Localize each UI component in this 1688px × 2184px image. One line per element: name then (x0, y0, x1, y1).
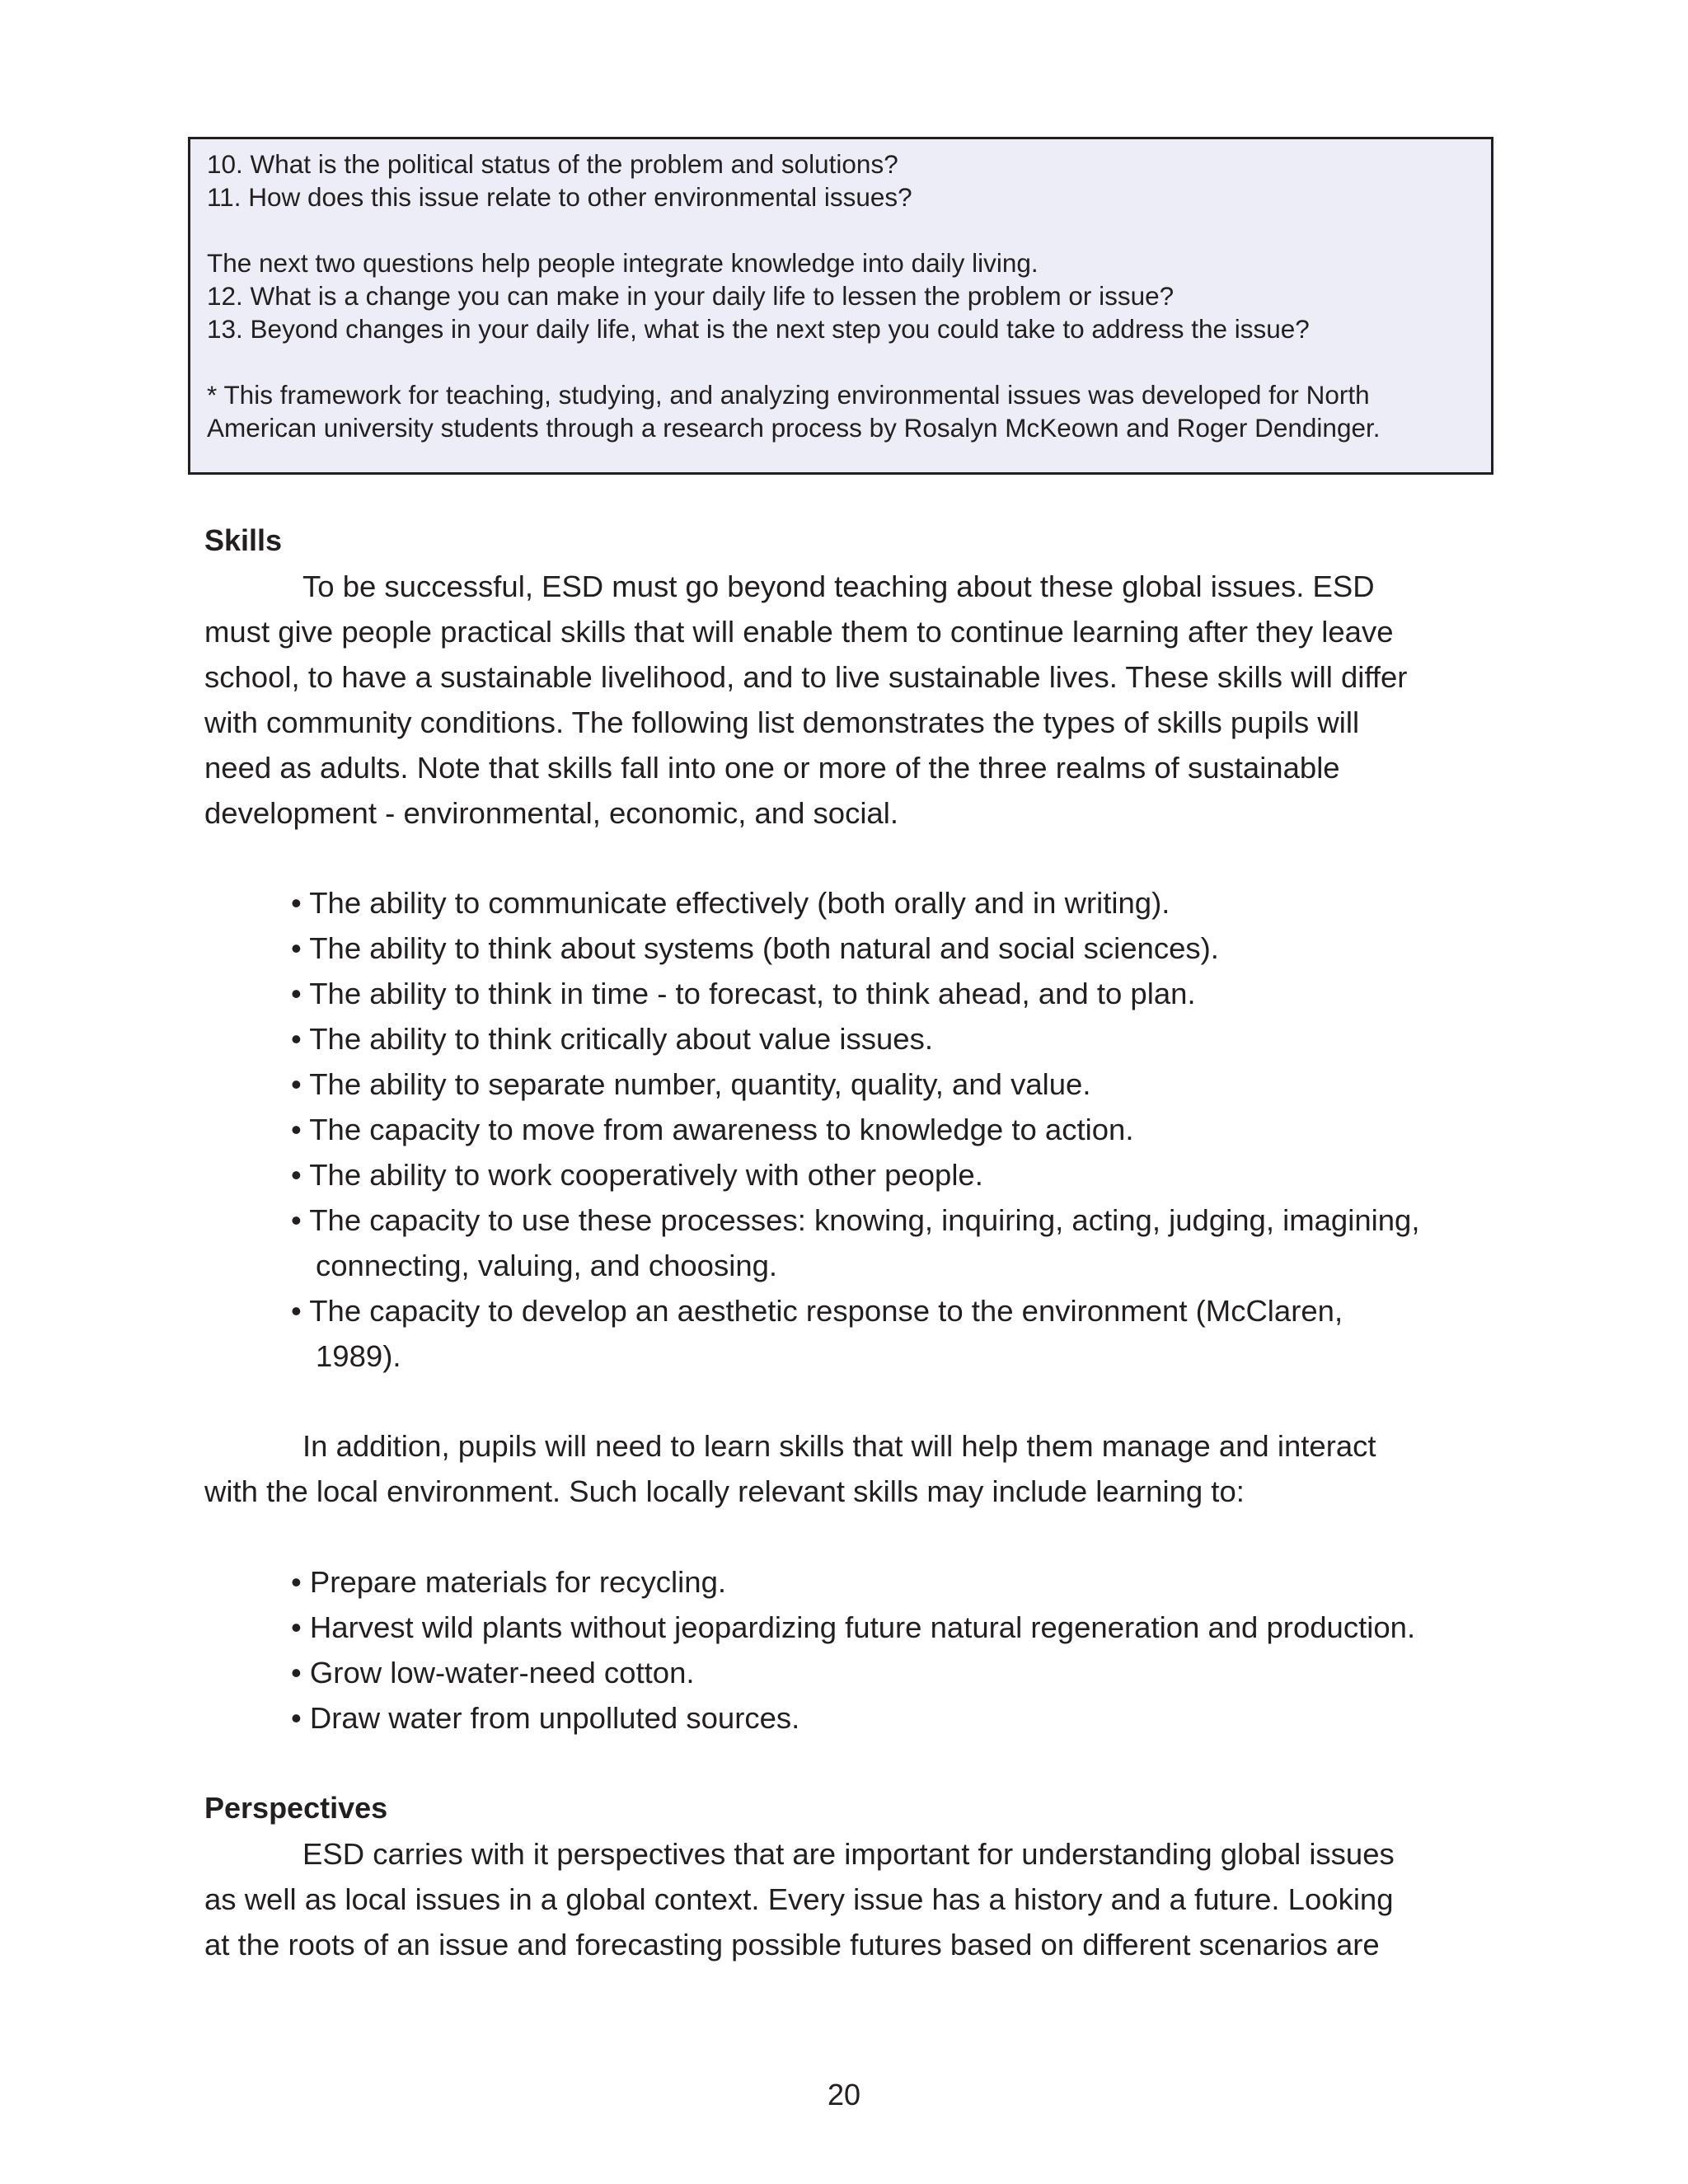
framework-question-13: 13. Beyond changes in your daily life, what is the next step you could take to address the issue? (207, 314, 1310, 344)
paragraph-line: with community conditions. The following list demonstrates the types of skills pupils will (204, 705, 1360, 739)
paragraph-line: ESD carries with it perspectives that are important for understanding global issues (302, 1837, 1395, 1871)
paragraph-line: must give people practical skills that will enable them to continue learning after they leave (204, 615, 1394, 649)
paragraph-line: development - environmental, economic, and social. (204, 796, 898, 830)
paragraph-line: To be successful, ESD must go beyond teaching about these global issues. ESD (302, 569, 1375, 603)
paragraph-line: need as adults. Note that skills fall into one or more of the three realms of sustainable (204, 751, 1340, 785)
paragraph-line: with the local environment. Such locally relevant skills may include learning to: (204, 1474, 1245, 1508)
local-skills-list (291, 1559, 1415, 1741)
list-item: • Prepare materials for recycling. (291, 1565, 727, 1599)
framework-footnote-line-2: American university students through a research process by Rosalyn McKeown and Roger Dendinger. (207, 413, 1381, 443)
perspectives-heading: Perspectives (204, 1791, 388, 1825)
list-item-continuation: connecting, valuing, and choosing. (316, 1249, 778, 1282)
list-item: • Harvest wild plants without jeopardizing future natural regeneration and production. (291, 1610, 1416, 1644)
list-item: • The ability to think in time - to forecast, to think ahead, and to plan. (291, 977, 1196, 1010)
framework-question-12: 12. What is a change you can make in your daily life to lessen the problem or issue? (207, 281, 1175, 311)
list-item: • The ability to separate number, quantity, quality, and value. (291, 1067, 1091, 1101)
list-item: • Draw water from unpolluted sources. (291, 1701, 800, 1735)
paragraph-line: at the roots of an issue and forecasting possible futures based on different scenarios are (204, 1928, 1380, 1961)
spacer (207, 345, 1475, 378)
framework-box (188, 137, 1493, 475)
paragraph-line: In addition, pupils will need to learn skills that will help them manage and interact (302, 1429, 1376, 1463)
framework-question-11: 11. How does this issue relate to other environmental issues? (207, 182, 912, 212)
list-item: • The capacity to move from awareness to knowledge to action. (291, 1113, 1134, 1146)
list-item: • Grow low-water-need cotton. (291, 1656, 695, 1690)
skills-paragraph-2 (204, 1423, 1507, 1514)
list-item: • The ability to think critically about value issues. (291, 1022, 933, 1056)
list-item: • The ability to think about systems (both natural and social sciences). (291, 931, 1219, 965)
list-item: • The ability to communicate effectively (both orally and in writing). (291, 886, 1170, 920)
list-item: • The ability to work cooperatively with other people. (291, 1158, 983, 1192)
list-item: • The capacity to use these processes: knowing, inquiring, acting, judging, imagining, (291, 1203, 1420, 1237)
list-item: • The capacity to develop an aesthetic response to the environment (McClaren, (291, 1294, 1343, 1328)
list-item-continuation: 1989). (316, 1339, 401, 1373)
skills-heading: Skills (204, 523, 283, 557)
framework-intro-daily-living: The next two questions help people integrate knowledge into daily living. (207, 248, 1039, 278)
skills-list (291, 880, 1419, 1379)
framework-footnote-line-1: * This framework for teaching, studying, and analyzing environmental issues was developed for North (207, 380, 1370, 410)
paragraph-line: as well as local issues in a global context. Every issue has a history and a future. Looking (204, 1882, 1394, 1916)
perspectives-paragraph (204, 1831, 1507, 1967)
spacer (207, 213, 1475, 246)
page-number: 20 (827, 2078, 861, 2111)
skills-paragraph-1 (204, 564, 1507, 836)
framework-question-10: 10. What is the political status of the problem and solutions? (207, 149, 898, 179)
paragraph-line: school, to have a sustainable livelihood, and to live sustainable lives. These skills will differ (204, 660, 1408, 694)
